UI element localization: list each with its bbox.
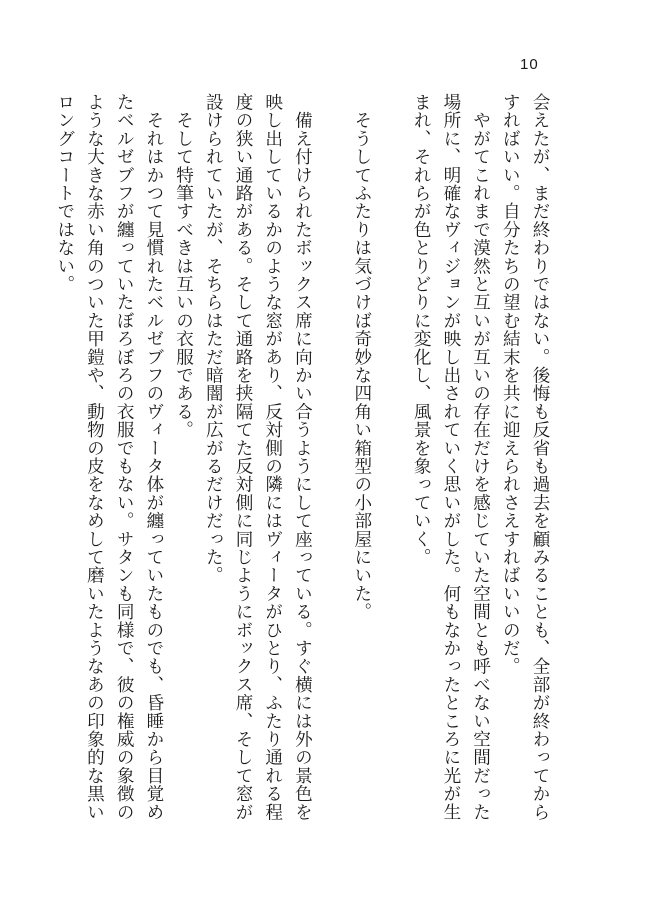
text-line: 備え付けられたボックス席に向かい合うようにして座っている。すぐ横には外の景色を	[292, 93, 313, 821]
text-line: それはかつて見慣れたベルゼブフのヴィータ体が纏っていたものでも、昏睡から目覚め	[143, 93, 164, 821]
page-number: 10	[520, 56, 539, 73]
body-text	[49, 93, 554, 821]
text-line: たベルゼブフが纏っていたぼろぼろの衣服でもない。サタンも同様で、彼の権威の象徴の	[114, 93, 135, 821]
text-line: そして特筆すべきは互いの衣服である。	[173, 93, 194, 439]
blank-line	[316, 93, 346, 813]
text-line: ロングコートではない。	[54, 93, 75, 294]
text-line: やがてこれまで漠然と互いが互いの存在だけを感じていた空間とも呼べない空間だった	[470, 93, 491, 821]
text-line: まれ、それらが色とりどりに変化し、風景を象っていく。	[411, 93, 432, 567]
text-line: 設けられていたが、そちらはただ暗闇が広がるだけだった。	[203, 93, 224, 585]
text-line: ような大きな赤い角のついた甲鎧や、動物の皮をなめして磨いたようなあの印象的な黒い	[84, 93, 105, 821]
text-line: 会えたが、まだ終わりではない。後悔も反省も過去を顧みることも、全部が終わってから	[530, 93, 550, 821]
text-line: そうしてふたりは気づけば奇妙な四角い箱型の小部屋にいた。	[351, 93, 372, 621]
text-line: 場所に、明確なヴィジョンが映し出されていく思いがした。何もなかったところに光が生	[440, 93, 461, 821]
text-line: 映し出しているかのような窓があり、反対側の隣にはヴィータがひとり、ふたり通れる程	[262, 93, 283, 821]
blank-line	[376, 93, 406, 813]
text-line: すればいい。自分たちの望む結末を共に迎えられさえすればいいのだ。	[500, 93, 521, 676]
text-line: 度の狭い通路がある。そして通路を挟隔てた反対側に同じようにボックス席、そして窓が	[233, 93, 253, 821]
